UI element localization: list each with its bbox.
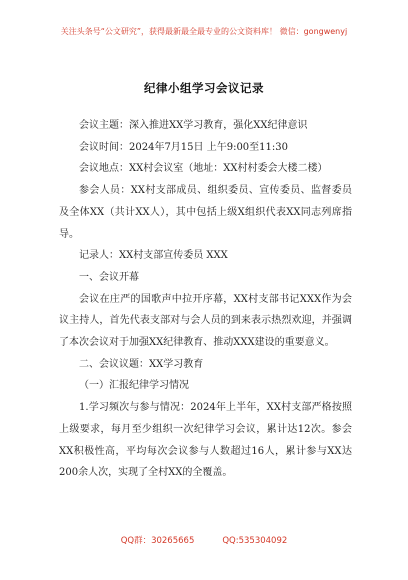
section-heading-topic: 二、会议议题：XX学习教育 [79,358,204,370]
subsection-heading: （一）汇报纪律学习情况 [79,380,189,392]
document-body [59,115,352,484]
meeting-time: 会议时间：2024年7月15日 上午9:00至11:30 [79,141,288,153]
meeting-location: 会议地点：XX村会议室（地址：XX村村委会大楼二楼） [79,163,328,175]
meeting-topic: 会议主题：深入推进XX学习教育，强化XX纪律意识 [79,120,308,131]
qq-label: QQ:535304092 [222,536,288,546]
document-title: 纪律小组学习会议记录 [144,81,264,95]
meeting-attendees: 参会人员：XX村支部成员、组织委员、宣传委员、监督委员及全体XX（共计XX人），其中包括上级X组织代表XX同志列席指导。 [59,185,352,240]
point-1-paragraph: 1.学习频次与参与情况：2024年上半年，XX村支部严格按照上级要求，每月至少组织一次纪律学习会议，累计达12次。参会XX积极性高，平均每次会议参与人数超过16人，累计参与XX达200余人次，实现了全村XX的全覆盖。 [59,402,352,479]
contact-footer [0,534,408,546]
section-heading-opening: 一、会议开幕 [79,271,139,283]
qq-group-label: QQ群：30265665 [120,536,195,546]
opening-paragraph: 会议在庄严的国歌声中拉开序幕，XX村支部书记XXX作为会议主持人，首先代表支部对与会人员的到来表示热烈欢迎，并强调了本次会议对于加强XX纪律教育、推动XXX建设的重要意义。 [59,293,352,349]
promo-banner: 关注头条号“公文研究”，获得最新最全最专业的公文资料库！ 微信：gongwenyj [60,27,348,36]
meeting-recorder: 记录人：XX村支部宣传委员 XXX [79,250,228,262]
